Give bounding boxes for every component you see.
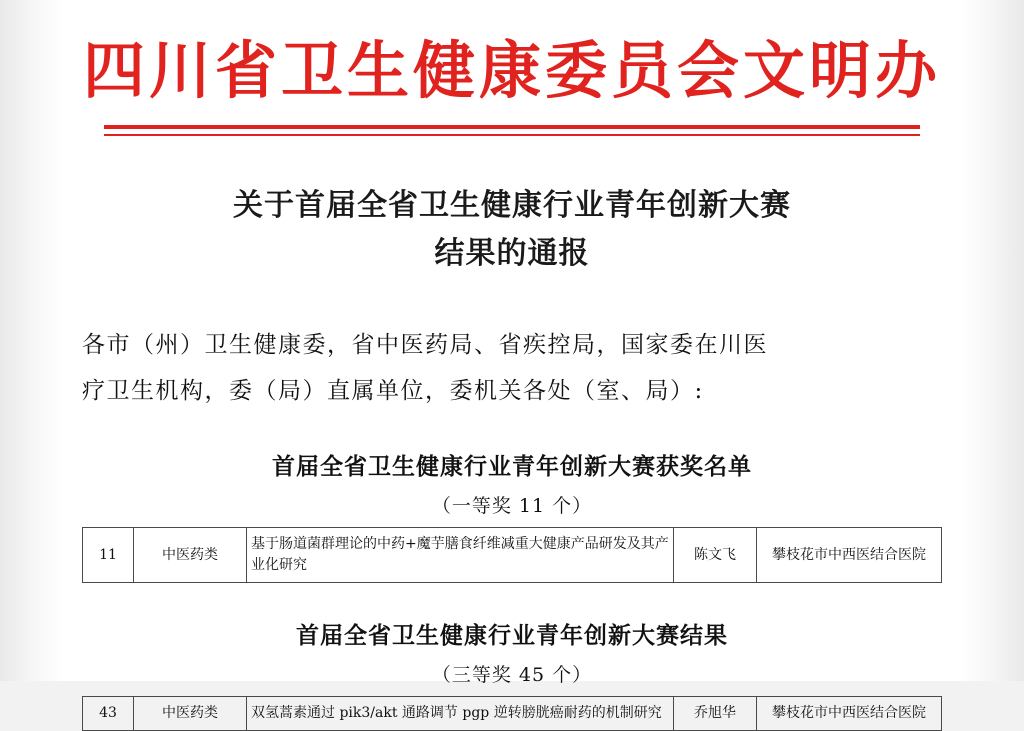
section-heading-first-prize: 首届全省卫生健康行业青年创新大赛获奖名单 — [272, 453, 752, 481]
masthead-rule-thin — [104, 134, 920, 136]
masthead-rule-thick — [104, 125, 920, 129]
cell-category: 中医药类 — [134, 697, 247, 731]
cell-no: 43 — [83, 697, 134, 731]
cell-project: 基于肠道菌群理论的中药+魔芋膳食纤维减重大健康产品研发及其产业化研究 — [247, 528, 674, 583]
body-line-2: 疗卫生机构，委（局）直属单位，委机关各处（室、局）: — [82, 378, 704, 405]
table-row — [83, 528, 942, 583]
table-row — [83, 697, 942, 731]
section-subheading-first-prize: （一等奖 11 个） — [431, 495, 593, 518]
document-title-line-1: 关于首届全省卫生健康行业青年创新大赛 — [233, 188, 791, 224]
award-table-first-prize — [82, 527, 942, 583]
award-table-third-prize-wrapper — [82, 696, 942, 731]
document-body — [82, 322, 942, 414]
section-subheading-third-prize: （三等奖 45 个） — [431, 664, 593, 687]
document-title-line-2: 结果的通报 — [434, 236, 590, 272]
cell-no: 11 — [83, 528, 134, 583]
masthead — [82, 0, 942, 107]
cell-person: 陈文飞 — [674, 528, 757, 583]
body-line-1: 各市（州）卫生健康委，省中医药局、省疾控局，国家委在川医 — [82, 332, 768, 359]
document-title — [82, 182, 942, 278]
award-table-third-prize — [82, 696, 942, 731]
masthead-rules — [82, 125, 942, 136]
cell-category: 中医药类 — [134, 528, 247, 583]
masthead-title: 四川省卫生健康委员会文明办 — [82, 34, 941, 107]
award-table-first-prize-wrapper — [82, 527, 942, 583]
section-heading-third-prize: 首届全省卫生健康行业青年创新大赛结果 — [296, 622, 728, 650]
cell-person: 乔旭华 — [674, 697, 757, 731]
cell-organization: 攀枝花市中西医结合医院 — [757, 528, 942, 583]
cell-project: 双氢蒿素通过 pik3/akt 通路调节 pgp 逆转膀胱癌耐药的机制研究 — [247, 697, 674, 731]
cell-organization: 攀枝花市中西医结合医院 — [757, 697, 942, 731]
